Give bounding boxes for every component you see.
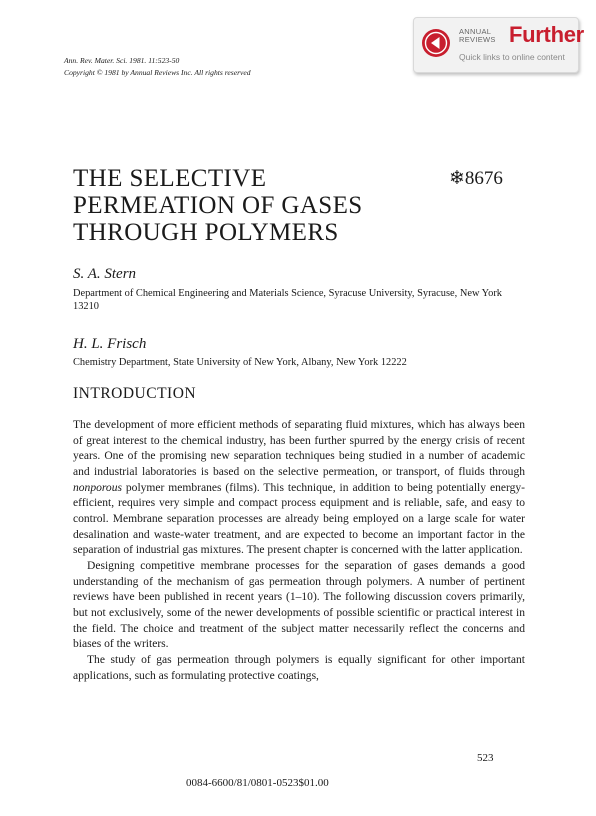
arrow-circle-icon — [421, 28, 451, 58]
badge-tagline: Quick links to online content — [459, 52, 565, 62]
body-paragraph: The study of gas permeation through polymers is equally significant for other important applications, such as formulating protective coatings, — [73, 653, 525, 682]
brand-line-reviews: REVIEWS — [459, 35, 496, 44]
page-number: 523 — [477, 752, 494, 764]
body-paragraph: Designing competitive membrane processes for the separation of gases demands a good understanding of the mechanism of gas permeation through polymers. A number of pertinent reviews have been published in recent years (1–10). The following discussion covers primarily, but not exclusively, some of the newer developments of possible scientific or practical interest in the field. The choice and treatment of the subject matter necessarily reflect the concerns and biases of the writers. — [73, 559, 525, 651]
citation-line: Ann. Rev. Mater. Sci. 1981. 11:523-50 — [64, 56, 180, 65]
further-badge[interactable] — [413, 17, 584, 73]
further-label[interactable]: Further — [509, 22, 584, 47]
author-affiliation: Department of Chemical Engineering and Materials Science, Syracuse University, Syracuse, New York 13210 — [73, 288, 502, 312]
author-affiliation: Chemistry Department, State University of New York, Albany, New York 12222 — [73, 357, 407, 368]
body-paragraph: The development of more efficient methods of separating fluid mixtures, which has always been of great interest to the chemical industry, has been further spurred by the energy crisis of recent years. One of the promising new separation techniques being studied in a number of academic and industrial laboratories is based on the selective permeation, or transport, of fluids through nonporous polymer membranes (films). This technique, in addition to being potentially energy-efficient, requires very simple and compact process equipment and is reliable, safe, and easy to control. Membrane separation processes are already being employed on a large scale for water desalination and waste-water treatment, and are expected to become an important factor in the separation of industrial gas mixtures. The present chapter is concerned with the latter application. — [73, 419, 525, 557]
annual-reviews-logo — [459, 28, 496, 44]
article-code: ❄8676 — [449, 168, 503, 189]
author-name: H. L. Frisch — [73, 336, 147, 352]
title-line: THROUGH POLYMERS — [73, 219, 339, 246]
copyright-line: Copyright © 1981 by Annual Reviews Inc. All rights reserved — [64, 68, 251, 77]
title-line: PERMEATION OF GASES — [73, 192, 363, 219]
article-body — [73, 418, 525, 684]
issn-line: 0084-6600/81/0801-0523$01.00 — [186, 777, 329, 789]
author-name: S. A. Stern — [73, 266, 137, 282]
title-line: THE SELECTIVE — [73, 165, 267, 192]
section-heading: INTRODUCTION — [73, 385, 197, 402]
emphasis-text: nonporous — [73, 481, 122, 494]
journal-citation — [64, 55, 251, 79]
brand-line-annual: ANNUAL — [459, 27, 492, 36]
article-title — [73, 165, 363, 246]
